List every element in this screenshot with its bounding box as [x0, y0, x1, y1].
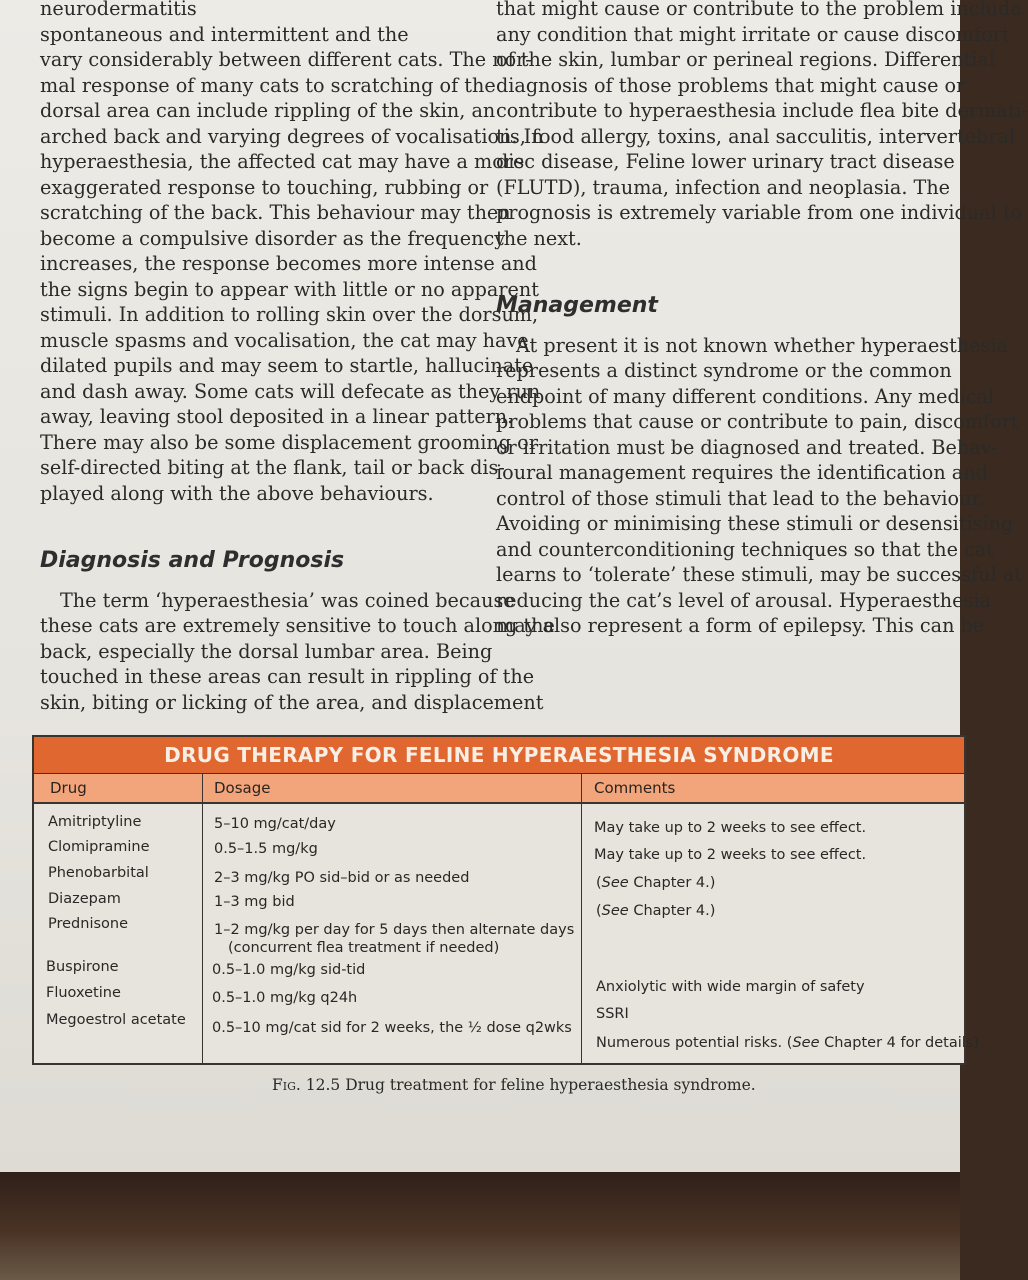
text-line: hyperaesthesia, the affected cat may have a more — [40, 150, 525, 173]
dosage-cell: 0.5–10 mg/cat sid for 2 weeks, the ½ dose q2wks — [212, 1020, 572, 1036]
right-column — [496, 0, 1028, 639]
text-line: At present it is not known whether hyperaesthesia — [516, 333, 1008, 357]
text-line: control of those stimuli that lead to the behaviour. — [496, 486, 985, 510]
text-line: increases, the response becomes more intense and — [40, 252, 537, 275]
header-comments: Comments — [594, 779, 676, 797]
drug-cell: Buspirone — [46, 959, 119, 975]
header-dosage: Dosage — [214, 779, 271, 797]
dosage-cell: 5–10 mg/cat/day — [214, 816, 336, 832]
text-line: (FLUTD), trauma, infection and neoplasia. The — [496, 175, 951, 199]
dosage-cell: 0.5–1.5 mg/kg — [214, 841, 318, 857]
comment-cell: May take up to 2 weeks to see effect. — [594, 847, 867, 863]
text-line: played along with the above behaviours. — [40, 481, 434, 505]
text-line: of the skin, lumbar or perineal regions. Differential — [496, 48, 995, 71]
text-line: contribute to hyperaesthesia include flea bite dermati- — [496, 99, 1028, 122]
left-paragraph-2 — [40, 588, 555, 716]
dosage-cell: 1–2 mg/kg per day for 5 days then alternate days — [214, 922, 575, 938]
comment-cell: (See Chapter 4.) — [596, 903, 716, 919]
dosage-cell: (concurrent flea treatment if needed) — [228, 940, 500, 956]
text-line: skin, biting or licking of the area, and displacement — [40, 690, 544, 714]
dosage-cell: 0.5–1.0 mg/kg sid-tid — [212, 962, 366, 978]
text-line: ioural management requires the identification and — [496, 461, 988, 484]
management-heading: Management — [496, 293, 658, 318]
text-line: Avoiding or minimising these stimuli or desensitising — [496, 512, 1014, 535]
dosage-cell: 0.5–1.0 mg/kg q24h — [212, 990, 358, 1006]
text-line: represents a distinct syndrome or the common — [496, 359, 952, 382]
comment-cell: May take up to 2 weeks to see effect. — [594, 820, 867, 836]
text-line: diagnosis of those problems that might cause or — [496, 73, 966, 97]
comment-cell: Numerous potential risks. (See Chapter 4 for details) — [596, 1035, 980, 1051]
drug-cell: Diazepam — [48, 891, 121, 907]
column-divider — [202, 773, 203, 1063]
text-line: muscle spasms and vocalisation, the cat may have — [40, 328, 529, 352]
text-line: exaggerated response to touching, rubbing or — [40, 175, 489, 199]
text-line: The term ‘hyperaesthesia’ was coined because — [60, 588, 515, 612]
text-line: self-directed biting at the flank, tail or back dis- — [40, 456, 505, 479]
right-paragraph-2 — [496, 333, 1022, 639]
text-line: arched back and varying degrees of vocalisation. In — [40, 124, 544, 148]
text-line: vary considerably between different cats. The nor- — [40, 48, 532, 71]
drug-therapy-table — [32, 735, 980, 1065]
text-line: back, especially the dorsal lumbar area. Being — [40, 639, 493, 663]
text-line: problems that cause or contribute to pain, discomfort — [496, 410, 1019, 433]
dosage-cell: 1–3 mg bid — [214, 894, 295, 910]
column-divider — [581, 773, 582, 1063]
drug-cell: Fluoxetine — [46, 985, 121, 1001]
drug-cell: Clomipramine — [48, 839, 150, 855]
text-line: disc disease, Feline lower urinary tract disease — [496, 150, 955, 173]
comment-cell: Anxiolytic with wide margin of safety — [596, 979, 865, 995]
text-line: learns to ‘tolerate’ these stimuli, may be successful at — [496, 563, 1022, 586]
text-line: become a compulsive disorder as the frequency — [40, 226, 506, 250]
drug-cell: Amitriptyline — [48, 814, 142, 830]
diagnosis-heading: Diagnosis and Prognosis — [40, 548, 345, 573]
text-line: and counterconditioning techniques so that the cat — [496, 537, 994, 561]
right-paragraph-1 — [496, 0, 1028, 251]
text-line: the next. — [496, 226, 582, 250]
text-line: dorsal area can include rippling of the skin, an — [40, 99, 496, 122]
dosage-cell: 2–3 mg/kg PO sid–bid or as needed — [214, 870, 470, 886]
text-line: or irritation must be diagnosed and treated. Behav- — [496, 435, 999, 459]
text-line: reducing the cat’s level of arousal. Hyperaesthesia — [496, 588, 991, 612]
text-line: stimuli. In addition to rolling skin over the dorsum, — [40, 303, 539, 326]
figure-caption-text: Drug treatment for feline hyperaesthesia syndrome. — [345, 1076, 756, 1094]
text-line: the signs begin to appear with little or no apparent — [40, 277, 539, 301]
figure-caption — [272, 1076, 756, 1094]
header-drug: Drug — [50, 779, 87, 797]
text-line: prognosis is extremely variable from one individual to — [496, 201, 1023, 224]
text-line: endpoint of many different conditions. Any medical — [496, 384, 995, 408]
drug-cell: Megoestrol acetate — [46, 1012, 186, 1028]
table-header-row — [34, 773, 964, 804]
text-line: scratching of the back. This behaviour may then — [40, 201, 511, 224]
comment-cell: (See Chapter 4.) — [596, 875, 716, 891]
table-surface-background — [0, 1172, 960, 1280]
table-title: DRUG THERAPY FOR FELINE HYPERAESTHESIA SYNDROME — [34, 737, 964, 773]
text-line: these cats are extremely sensitive to touch along the — [40, 614, 555, 637]
drug-cell: Phenobarbital — [48, 865, 149, 881]
text-line: tis, food allergy, toxins, anal sacculitis, intervertebral — [496, 124, 1016, 148]
text-line: spontaneous and intermittent and the — [40, 22, 409, 46]
text-line: away, leaving stool deposited in a linear pattern. — [40, 405, 514, 428]
text-line: and dash away. Some cats will defecate as they run — [40, 379, 541, 403]
figure-label: Fig. 12.5 — [272, 1076, 341, 1094]
text-line: There may also be some displacement grooming or — [40, 430, 538, 454]
text-line: may also represent a form of epilepsy. This can be — [496, 614, 985, 637]
text-line: any condition that might irritate or cause discomfort — [496, 22, 1010, 46]
text-line: touched in these areas can result in rippling of the — [40, 665, 535, 688]
text-line: mal response of many cats to scratching of the — [40, 73, 496, 97]
text-line: dilated pupils and may seem to startle, hallucinate — [40, 354, 534, 377]
text-line: neurodermatitis — [40, 0, 197, 20]
drug-cell: Prednisone — [48, 916, 129, 932]
comment-cell: SSRI — [596, 1006, 629, 1022]
text-line: that might cause or contribute to the problem include — [496, 0, 1022, 20]
